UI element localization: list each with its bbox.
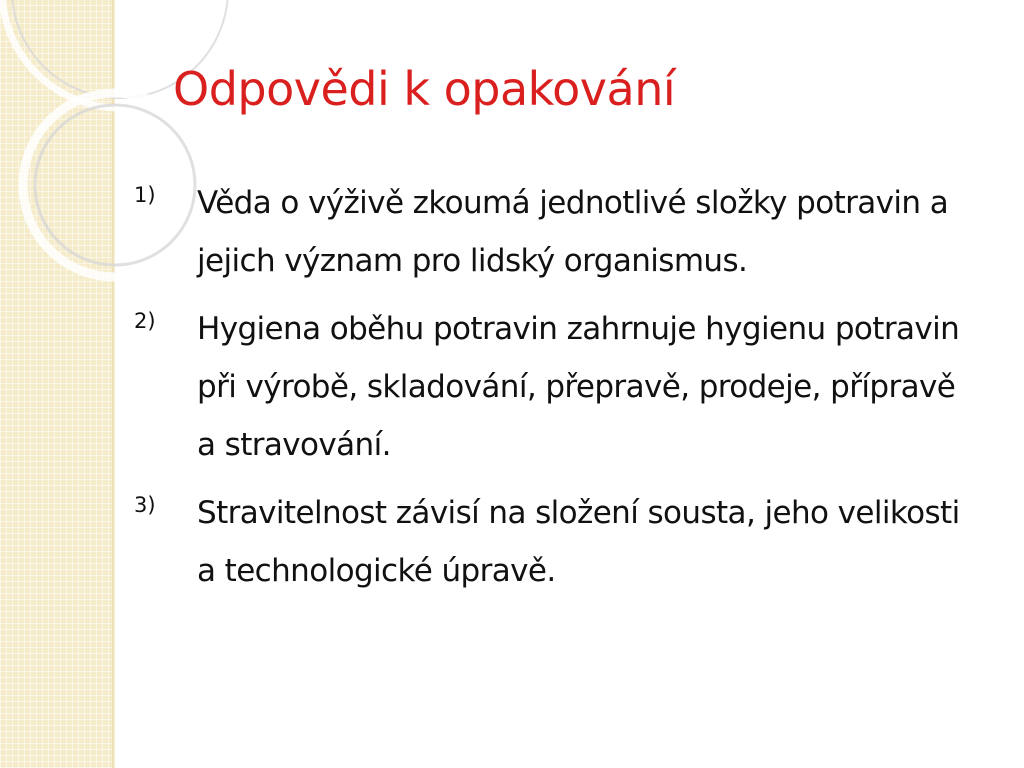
- answer-text: Hygiena oběhu potravin zahrnuje hygienu potravin při výrobě, skladování, přepravě, prodeje, přípravě a stravování.: [197, 311, 960, 463]
- answer-list: [134, 174, 974, 610]
- answer-marker: 1): [134, 183, 156, 207]
- answer-marker: 3): [134, 493, 156, 517]
- answer-marker: 2): [134, 309, 156, 333]
- answer-text: Věda o výživě zkoumá jednotlivé složky potravin a jejich význam pro lidský organismus.: [197, 185, 949, 279]
- answer-text: Stravitelnost závisí na složení sousta, jeho velikosti a technologické úpravě.: [197, 495, 960, 589]
- answer-item-3: [134, 484, 974, 600]
- answer-item-2: [134, 300, 974, 474]
- answer-item-1: [134, 174, 974, 290]
- slide-title: Odpovědi k opakování: [173, 62, 676, 116]
